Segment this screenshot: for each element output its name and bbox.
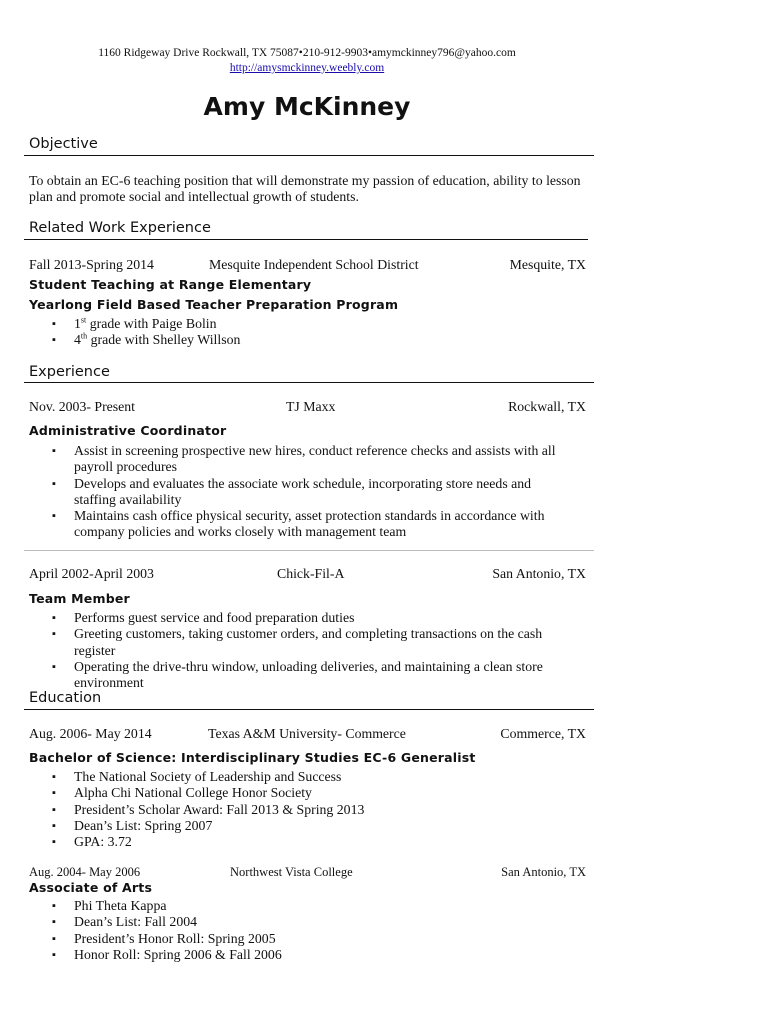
school-dates: Aug. 2006- May 2014 [29, 726, 152, 741]
job-location: San Antonio, TX [492, 566, 586, 581]
section-divider [24, 709, 594, 710]
job-program: Yearlong Field Based Teacher Preparation Program [29, 297, 399, 312]
website-link[interactable]: http://amysmckinney.weebly.com [229, 62, 385, 74]
list-item: ▪ Develops and evaluates the associate work schedule, incorporating store needs and staffing availability [52, 476, 572, 509]
school-dates: Aug. 2004- May 2006 [29, 865, 141, 879]
section-title-education: Education [29, 690, 102, 706]
list-item: ▪ President’s Scholar Award: Fall 2013 & Spring 2013 [52, 802, 552, 818]
list-item: ▪ Greeting customers, taking customer orders, and completing transactions on the cash register [52, 626, 572, 659]
school-name: Northwest Vista College [230, 865, 353, 879]
list-item: ▪ Maintains cash office physical security, asset protection standards in accordance with company policies and works closely with management team [52, 508, 572, 541]
job-location: Mesquite, TX [509, 257, 586, 272]
school-location: Commerce, TX [500, 726, 586, 741]
list-item: ▪ Performs guest service and food preparation duties [52, 610, 572, 626]
job-organization: Chick-Fil-A [277, 566, 345, 581]
section-divider [24, 239, 588, 240]
job-organization: Mesquite Independent School District [209, 257, 419, 272]
school-bullet-list [52, 898, 552, 963]
list-item: ▪ Alpha Chi National College Honor Society [52, 785, 552, 801]
job-dates: Nov. 2003- Present [29, 399, 136, 414]
list-item: ▪ 4th grade with Shelley Willson [52, 332, 552, 348]
job-role: Student Teaching at Range Elementary [29, 277, 312, 292]
job-divider [24, 550, 594, 551]
job-role: Administrative Coordinator [29, 423, 227, 438]
list-item: ▪ 1st grade with Paige Bolin [52, 316, 552, 332]
school-bullet-list [52, 769, 552, 850]
section-divider [24, 382, 594, 383]
list-item: ▪ Dean’s List: Fall 2004 [52, 914, 552, 930]
list-item: ▪ GPA: 3.72 [52, 834, 552, 850]
list-item: ▪ The National Society of Leadership and Success [52, 769, 552, 785]
job-bullet-list [52, 443, 572, 541]
job-role: Team Member [29, 591, 130, 606]
degree: Associate of Arts [29, 880, 153, 895]
contact-line: 1160 Ridgeway Drive Rockwall, TX 75087•210-912-9903•amymckinney796@yahoo.com [98, 47, 516, 59]
school-location: San Antonio, TX [501, 865, 586, 879]
job-organization: TJ Maxx [286, 399, 336, 414]
section-title-objective: Objective [29, 136, 98, 152]
section-divider [24, 155, 594, 156]
job-dates: Fall 2013-Spring 2014 [29, 257, 154, 272]
section-title-related-work-experience: Related Work Experience [29, 220, 211, 236]
list-item: ▪ Dean’s List: Spring 2007 [52, 818, 552, 834]
job-bullet-list [52, 610, 572, 691]
list-item: ▪ Operating the drive-thru window, unloading deliveries, and maintaining a clean store environment [52, 659, 572, 692]
list-item: ▪ Honor Roll: Spring 2006 & Fall 2006 [52, 947, 552, 963]
objective-text: To obtain an EC-6 teaching position that will demonstrate my passion of education, ability to lesson plan and promote social and intellectual growth of students. [29, 173, 581, 204]
list-item: ▪ Phi Theta Kappa [52, 898, 552, 914]
job-dates: April 2002-April 2003 [29, 566, 154, 581]
candidate-name: Amy McKinney [203, 92, 411, 121]
job-location: Rockwall, TX [508, 399, 586, 414]
section-title-experience: Experience [29, 364, 110, 380]
school-name: Texas A&M University- Commerce [208, 726, 406, 741]
list-item: ▪ President’s Honor Roll: Spring 2005 [52, 931, 552, 947]
degree: Bachelor of Science: Interdisciplinary Studies EC-6 Generalist [29, 750, 476, 765]
related-bullet-list [52, 316, 552, 349]
list-item: ▪ Assist in screening prospective new hires, conduct reference checks and assists with all payroll procedures [52, 443, 572, 476]
